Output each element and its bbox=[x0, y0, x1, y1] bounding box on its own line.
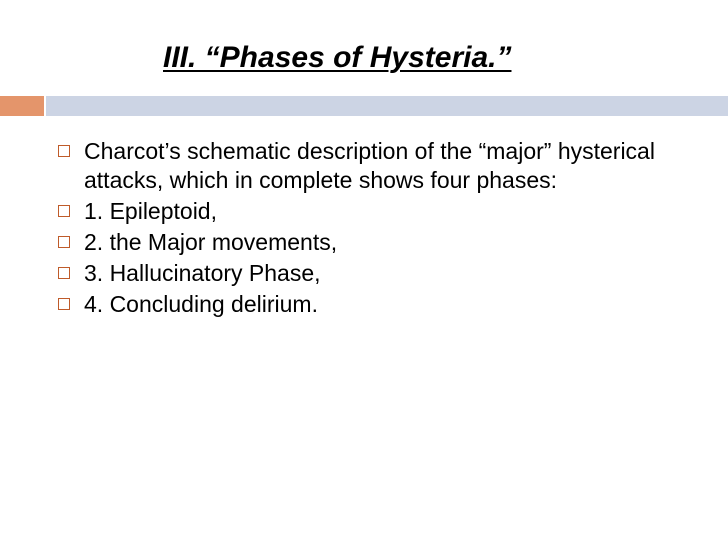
list-item bbox=[58, 197, 708, 226]
square-bullet-icon bbox=[58, 298, 70, 310]
bullet-text: 4. Concluding delirium. bbox=[84, 291, 318, 317]
accent-band bbox=[0, 96, 44, 116]
bullet-text: 3. Hallucinatory Phase, bbox=[84, 260, 321, 286]
square-bullet-icon bbox=[58, 205, 70, 217]
bullet-text: 1. Epileptoid, bbox=[84, 198, 217, 224]
bullet-list bbox=[58, 137, 708, 321]
slide-title: III. “Phases of Hysteria.” bbox=[163, 41, 512, 74]
header-band bbox=[46, 96, 728, 116]
list-item bbox=[58, 228, 708, 257]
list-item bbox=[58, 259, 708, 288]
square-bullet-icon bbox=[58, 145, 70, 157]
bullet-text: Charcot’s schematic description of the “major” hysterical attacks, which in complete shows four phases: bbox=[84, 138, 655, 193]
list-item bbox=[58, 137, 708, 195]
square-bullet-icon bbox=[58, 236, 70, 248]
bullet-text: 2. the Major movements, bbox=[84, 229, 338, 255]
square-bullet-icon bbox=[58, 267, 70, 279]
list-item bbox=[58, 290, 708, 319]
